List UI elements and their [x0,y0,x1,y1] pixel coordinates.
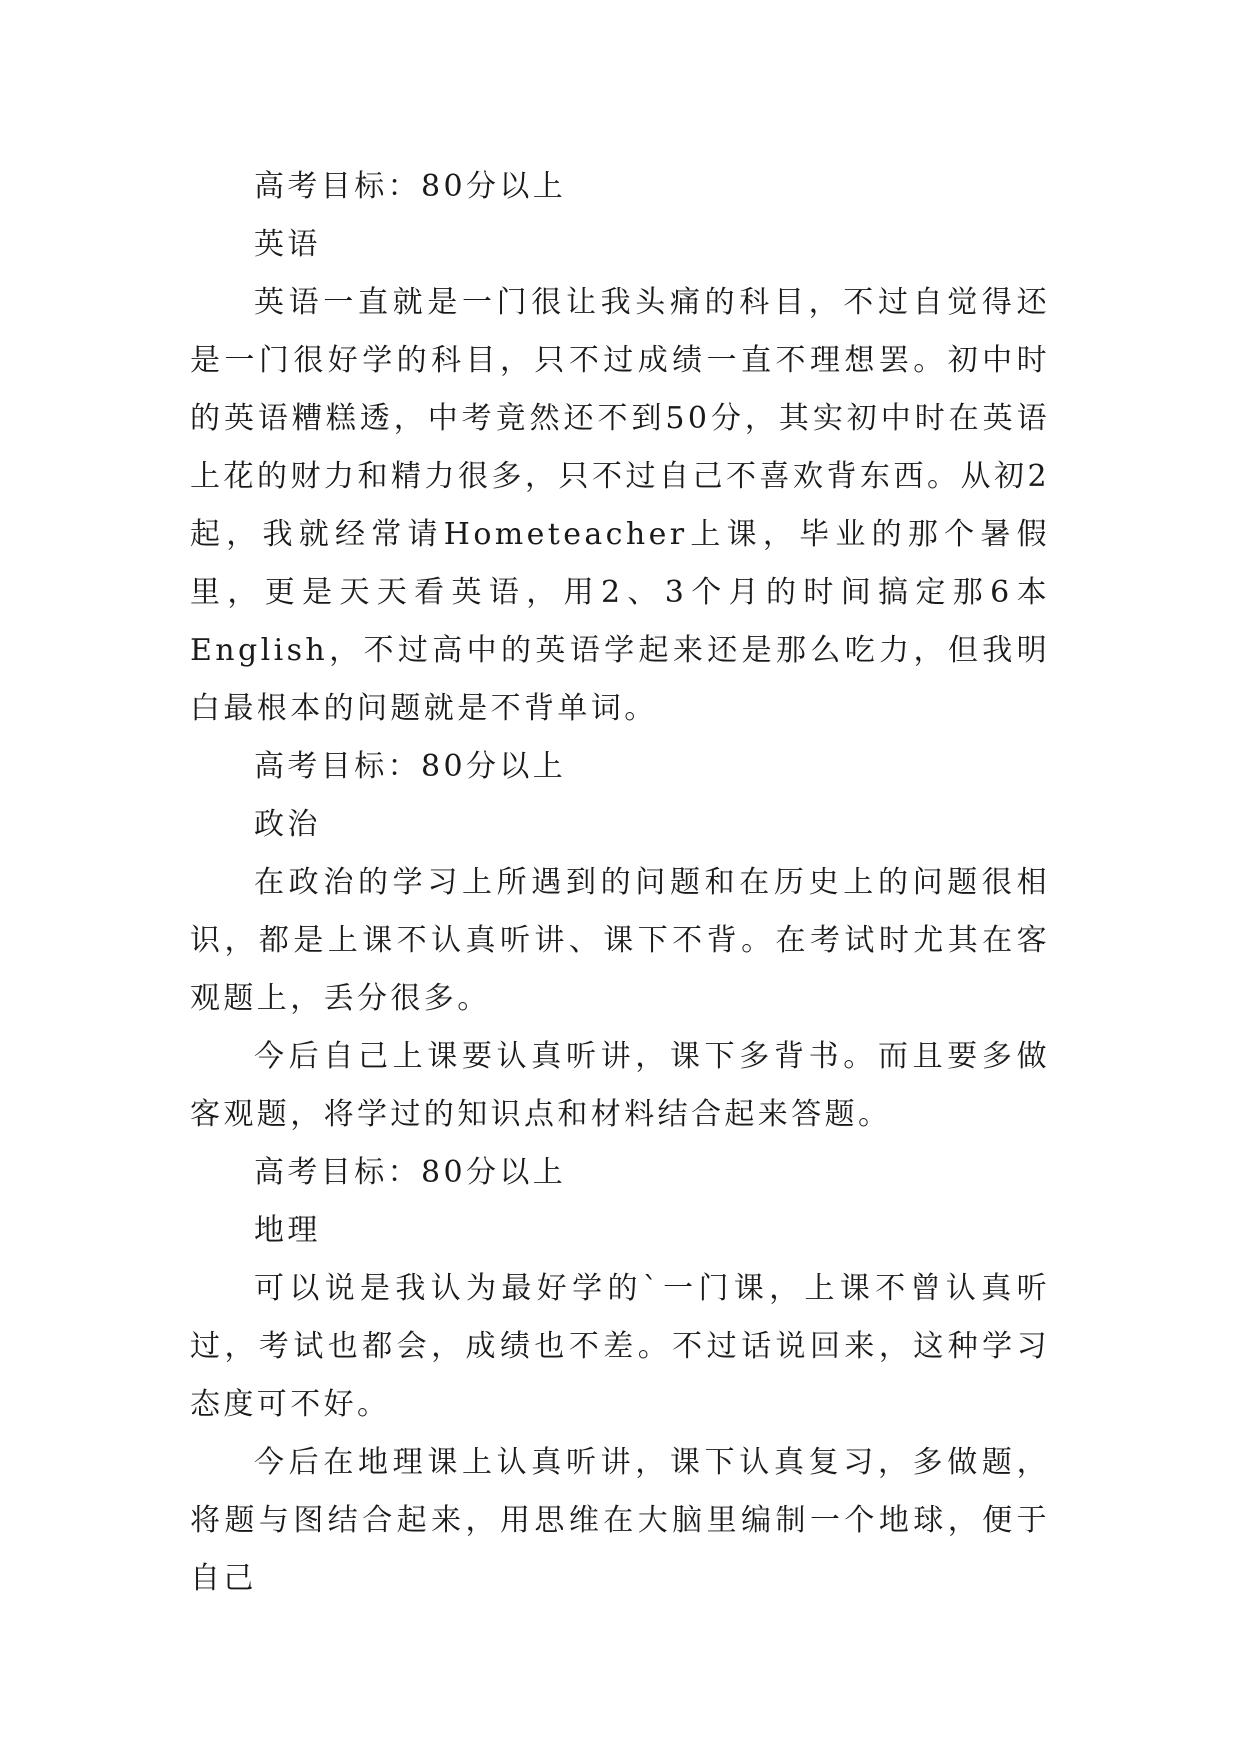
geography-paragraph: 可以说是我认为最好学的`一门课，上课不曾认真听过，考试也都会，成绩也不差。不过话说回来，这种学习态度可不好。 [190,1271,1050,1422]
section-heading-politics: 政治 [254,807,321,842]
english-goal-line: 高考目标：80分以上 [254,169,567,204]
politics-goal-line: 高考目标：80分以上 [254,1155,567,1190]
english-goal-line-2: 高考目标：80分以上 [254,749,567,784]
section-heading-geography: 地理 [254,1213,321,1248]
politics-plan-paragraph: 今后自己上课要认真听讲，课下多背书。而且要多做客观题，将学过的知识点和材料结合起来答题。 [190,1039,1050,1132]
document-body [190,158,1050,1608]
politics-paragraph: 在政治的学习上所遇到的问题和在历史上的问题很相识，都是上课不认真听讲、课下不背。在考试时尤其在客观题上，丢分很多。 [190,865,1050,1016]
geography-plan-paragraph: 今后在地理课上认真听讲，课下认真复习，多做题，将题与图结合起来，用思维在大脑里编制一个地球，便于自己 [190,1445,1050,1596]
english-paragraph: 英语一直就是一门很让我头痛的科目，不过自觉得还是一门很好学的科目，只不过成绩一直不理想罢。初中时的英语糟糕透，中考竟然还不到50分，其实初中时在英语上花的财力和精力很多，只不过自己不喜欢背东西。从初2起，我就经常请Hometeacher上课，毕业的那个暑假里，更是天天看英语，用2、3个月的时间搞定那6本English，不过高中的英语学起来还是那么吃力，但我明白最根本的问题就是不背单词。 [190,285,1050,726]
section-heading-english: 英语 [254,227,321,262]
